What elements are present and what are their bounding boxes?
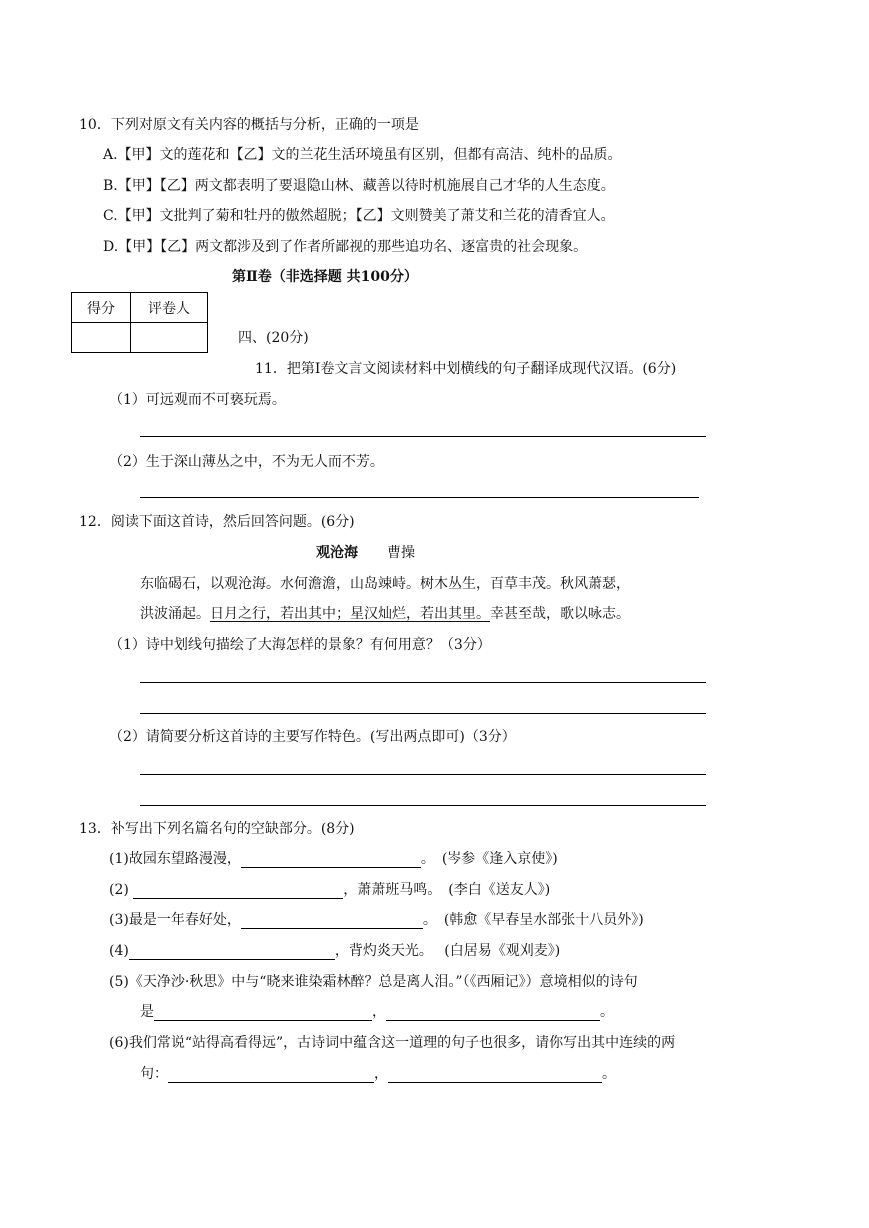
q13-item6-blank-2[interactable] — [388, 1068, 602, 1083]
q11-stem: 11．把第Ⅰ卷文言文阅读材料中划横线的句子翻译成现代汉语。(6分) — [255, 361, 677, 377]
q13-item6-separator: ， — [374, 1066, 388, 1082]
poem-line-2-end: 幸甚至哉，歌以咏志。 — [490, 606, 630, 622]
q13-item2-prefix: (2) — [109, 882, 134, 898]
q11-answer-line-2[interactable] — [140, 497, 699, 498]
q13-item4-suffix: ，背灼炎天光。 (白居易《观刈麦》) — [334, 943, 561, 959]
q11-item2: （2）生于深山薄丛之中，不为无人而不芳。 — [109, 454, 384, 470]
q13-item5-prefix: 是 — [140, 1004, 154, 1020]
q13-stem: 13．补写出下列名篇名句的空缺部分。(8分) — [79, 821, 355, 837]
q13-item1-suffix: 。 (岑参《逢入京使》) — [420, 851, 558, 867]
q13-item3 — [109, 911, 644, 929]
q10-option-d: D.【甲】【乙】两文都涉及到了作者所鄙视的那些追功名、逐富贵的社会现象。 — [103, 239, 588, 255]
score-cell[interactable] — [72, 323, 131, 353]
q13-item5-suffix: 。 — [600, 1004, 614, 1020]
q13-item1-blank[interactable] — [241, 853, 421, 868]
q11-answer-line-1[interactable] — [140, 436, 706, 437]
q13-item3-prefix: (3)最是一年春好处， — [109, 912, 241, 928]
q12-sub2: （2）请简要分析这首诗的主要写作特色。(写出两点即可)（3分） — [109, 729, 516, 745]
poem-line-2-start: 洪波涌起。 — [140, 606, 210, 622]
q10-option-b: B.【甲】【乙】两文都表明了要退隐山林、藏善以待时机施展自己才华的人生态度。 — [103, 178, 615, 194]
q11-item1: （1）可远观而不可亵玩焉。 — [109, 392, 286, 408]
q10-option-a: A.【甲】文的莲花和【乙】文的兰花生活环境虽有区别，但都有高洁、纯朴的品质。 — [103, 147, 622, 163]
q13-item4 — [109, 942, 560, 960]
q13-item2-suffix: ，萧萧班马鸣。 (李白《送友人》) — [343, 882, 551, 898]
q13-item6-line1: (6)我们常说“站得高看得远”，古诗词中蕴含这一道理的句子也很多，请你写出其中连续的两 — [109, 1035, 676, 1051]
q12-stem: 12．阅读下面这首诗，然后回答问题。(6分) — [79, 514, 355, 530]
q13-item5-separator: ， — [372, 1004, 386, 1020]
q13-item4-blank[interactable] — [129, 945, 335, 960]
q13-item5-blank-2[interactable] — [386, 1006, 600, 1021]
poem-title: 观沧海 — [316, 545, 358, 561]
q13-item1 — [109, 850, 558, 868]
poem-author: 曹操 — [387, 545, 415, 561]
score-header: 得分 — [72, 293, 131, 323]
poem-line-1: 东临碣石，以观沧海。水何澹澹，山岛竦峙。树木丛生，百草丰茂。秋风萧瑟， — [140, 576, 630, 592]
q12-sub1-line-1[interactable] — [140, 682, 706, 683]
q13-item3-suffix: 。 (韩愈《早春呈水部张十八员外》) — [422, 912, 644, 928]
q13-item3-blank[interactable] — [241, 914, 423, 929]
grader-header: 评卷人 — [131, 293, 208, 323]
q12-sub1-line-2[interactable] — [140, 713, 706, 714]
q13-item4-prefix: (4) — [109, 943, 129, 959]
q13-item2-blank[interactable] — [133, 884, 343, 899]
q12-sub1: （1）诗中划线句描绘了大海怎样的景象？有何用意？（3分） — [109, 637, 491, 653]
q13-item6-prefix: 句： — [140, 1066, 168, 1082]
q13-item1-prefix: (1)故园东望路漫漫， — [109, 851, 241, 867]
q12-sub2-line-1[interactable] — [140, 774, 706, 775]
poem-underlined-lines: 日月之行，若出其中；星汉灿烂，若出其里。 — [210, 606, 490, 622]
poem-line-2 — [140, 605, 630, 623]
q13-item6-line2 — [140, 1065, 616, 1083]
q13-item5-line2 — [140, 1003, 614, 1021]
q12-sub2-line-2[interactable] — [140, 805, 706, 806]
q13-item6-suffix: 。 — [602, 1066, 616, 1082]
section2-title: 第Ⅱ卷（非选择题 共100分） — [232, 269, 418, 285]
q10-option-c: C.【甲】文批判了菊和牡丹的傲然超脱；【乙】文则赞美了萧艾和兰花的清香宜人。 — [103, 208, 615, 224]
grader-cell[interactable] — [131, 323, 208, 353]
q13-item6-blank-1[interactable] — [168, 1068, 374, 1083]
score-table — [71, 292, 208, 353]
part4-heading: 四、(20分) — [238, 330, 309, 346]
q13-item5-line1: (5)《天净沙·秋思》中与“晓来谁染霜林醉？总是离人泪。”（《西厢记》）意境相似的诗句 — [109, 974, 638, 990]
q13-item5-blank-1[interactable] — [154, 1006, 372, 1021]
q10-stem: 10．下列对原文有关内容的概括与分析，正确的一项是 — [79, 117, 419, 133]
q13-item2 — [109, 881, 550, 899]
